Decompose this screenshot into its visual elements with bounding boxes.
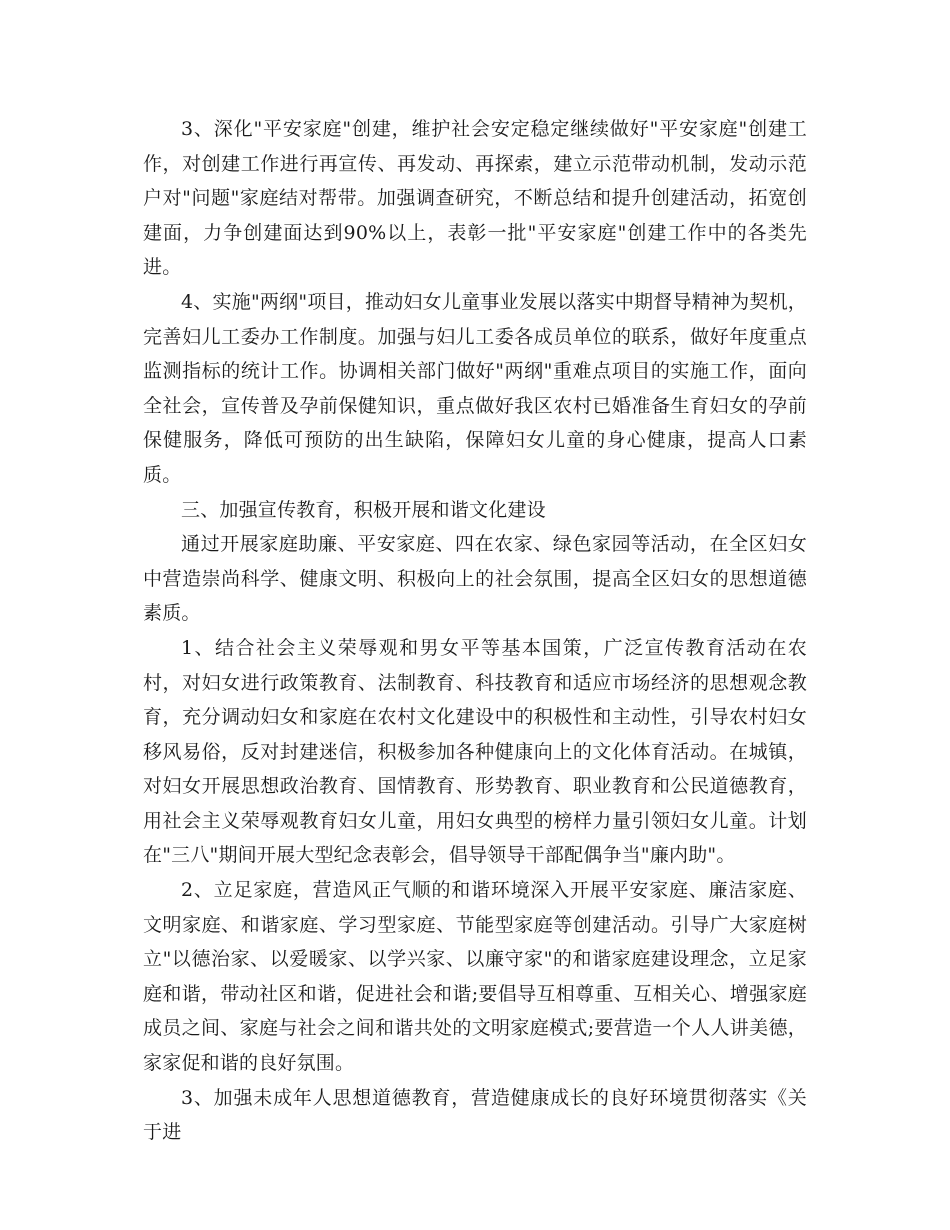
paragraph-minors-education: 3、加强未成年人思想道德教育，营造健康成长的良好环境贯彻落实《关于进: [143, 1086, 807, 1144]
document-body: [143, 112, 807, 1150]
paragraph-activities-intro: 通过开展家庭助廉、平安家庭、四在农家、绿色家园等活动，在全区妇女中营造崇尚科学、健康文明、积极向上的社会氛围，提高全区妇女的思想道德素质。: [143, 533, 807, 625]
section-heading-publicity-education: 三、加强宣传教育，积极开展和谐文化建设: [181, 498, 546, 521]
paragraph-harmonious-family: 2、立足家庭，营造风正气顺的和谐环境深入开展平安家庭、廉洁家庭、文明家庭、和谐家庭、学习型家庭、节能型家庭等创建活动。引导广大家庭树立"以德治家、以爱暖家、以学兴家、以廉守家"的和谐家庭建设理念，立足家庭和谐，带动社区和谐，促进社会和谐;要倡导互相尊重、互相关心、增强家庭成员之间、家庭与社会之间和谐共处的文明家庭模式;要营造一个人人讲美德，家家促和谐的良好氛围。: [143, 879, 807, 1075]
paragraph-honor-disgrace-education: 1、结合社会主义荣辱观和男女平等基本国策，广泛宣传教育活动在农村，对妇女进行政策教育、法制教育、科技教育和适应市场经济的思想观念教育，充分调动妇女和家庭在农村文化建设中的积极性和主动性，引导农村妇女移风易俗，反对封建迷信，积极参加各种健康向上的文化体育活动。在城镇，对妇女开展思想政治教育、国情教育、形势教育、职业教育和公民道德教育，用社会主义荣辱观教育妇女儿童，用妇女典型的榜样力量引领妇女儿童。计划在"三八"期间开展大型纪念表彰会，倡导领导干部配偶争当"廉内助"。: [143, 636, 807, 867]
paragraph-safe-family: 3、深化"平安家庭"创建，维护社会安定稳定继续做好"平安家庭"创建工作，对创建工作进行再宣传、再发动、再探索，建立示范带动机制，发动示范户对"问题"家庭结对帮带。加强调查研究，不断总结和提升创建活动，拓宽创建面，力争创建面达到90%以上，表彰一批"平安家庭"创建工作中的各类先进。: [143, 118, 807, 279]
paragraph-two-outlines: 4、实施"两纲"项目，推动妇女儿童事业发展以落实中期督导精神为契机，完善妇儿工委办工作制度。加强与妇儿工委各成员单位的联系，做好年度重点监测指标的统计工作。协调相关部门做好"两纲"重难点项目的实施工作，面向全社会，宣传普及孕前保健知识，重点做好我区农村已婚准备生育妇女的孕前保健服务，降低可预防的出生缺陷，保障妇女儿童的身心健康，提高人口素质。: [143, 290, 807, 486]
